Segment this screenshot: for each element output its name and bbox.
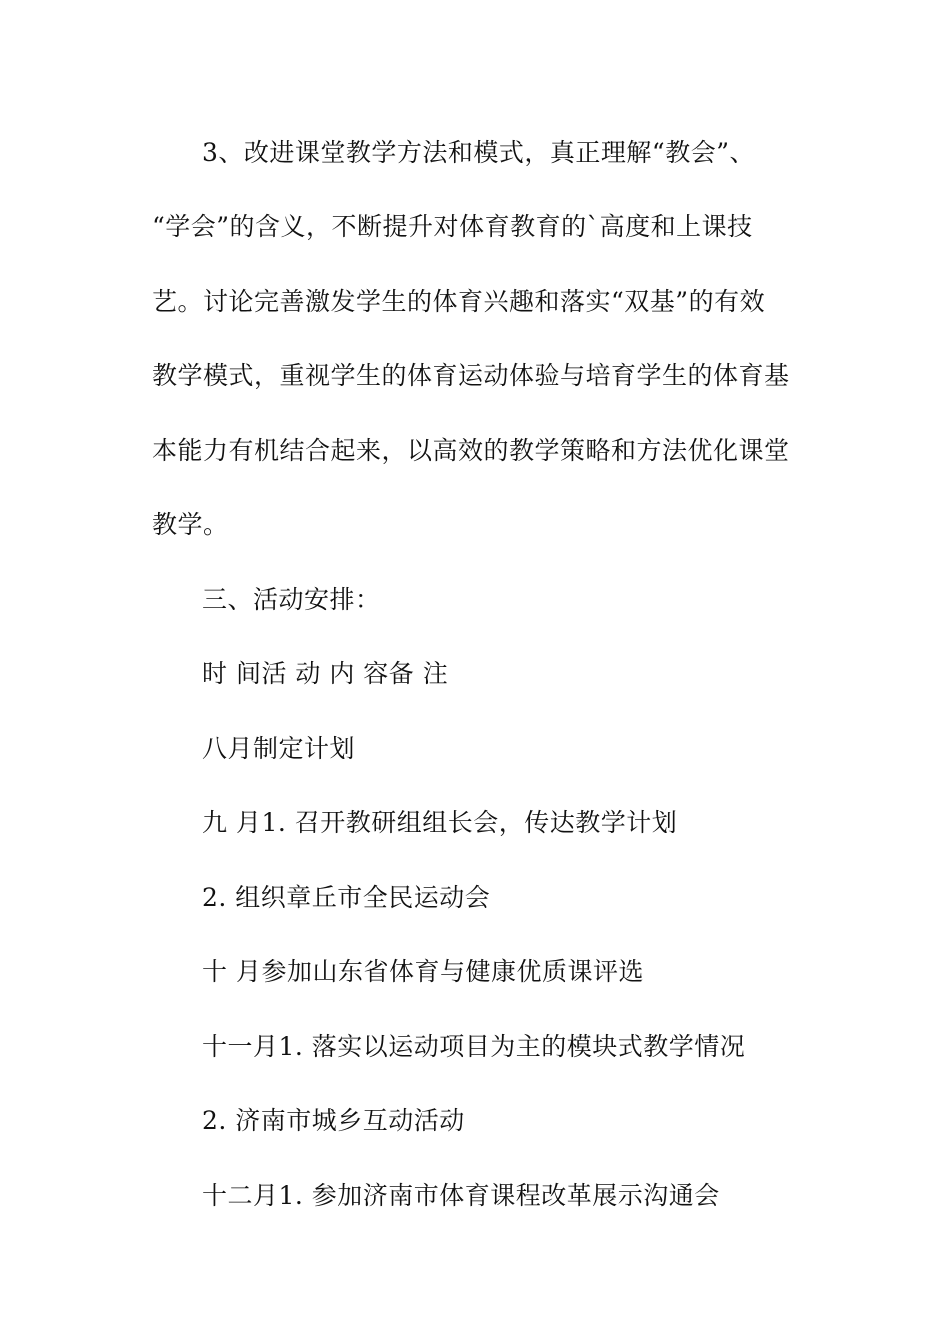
paragraph-3-line-2: “学会”的含义，不断提升对体育教育的`高度和上课技 [152,212,753,241]
schedule-row-september-1: 九 月1. 召开教研组组长会，传达教学计划 [202,808,678,837]
schedule-row-december-1: 十二月1. 参加济南市体育课程改革展示沟通会 [202,1181,720,1210]
schedule-header: 时 间活 动 内 容备 注 [202,659,449,688]
paragraph-3-line-4: 教学模式，重视学生的体育运动体验与培育学生的体育基 [152,361,790,390]
paragraph-3-line-1: 3、改进课堂教学方法和模式，真正理解“教会”、 [202,138,755,167]
schedule-row-august: 八月制定计划 [202,734,356,763]
schedule-row-october: 十 月参加山东省体育与健康优质课评选 [202,957,644,986]
paragraph-3-line-3: 艺。讨论完善激发学生的体育兴趣和落实“双基”的有效 [152,287,766,316]
section-heading-activities: 三、活动安排： [202,585,381,614]
paragraph-3-line-5: 本能力有机结合起来，以高效的教学策略和方法优化课堂 [152,436,790,465]
schedule-row-november-1: 十一月1. 落实以运动项目为主的模块式教学情况 [202,1032,746,1061]
paragraph-3-line-6: 教学。 [152,510,229,539]
schedule-row-november-2: 2. 济南市城乡互动活动 [202,1106,465,1135]
schedule-row-september-2: 2. 组织章丘市全民运动会 [202,883,491,912]
